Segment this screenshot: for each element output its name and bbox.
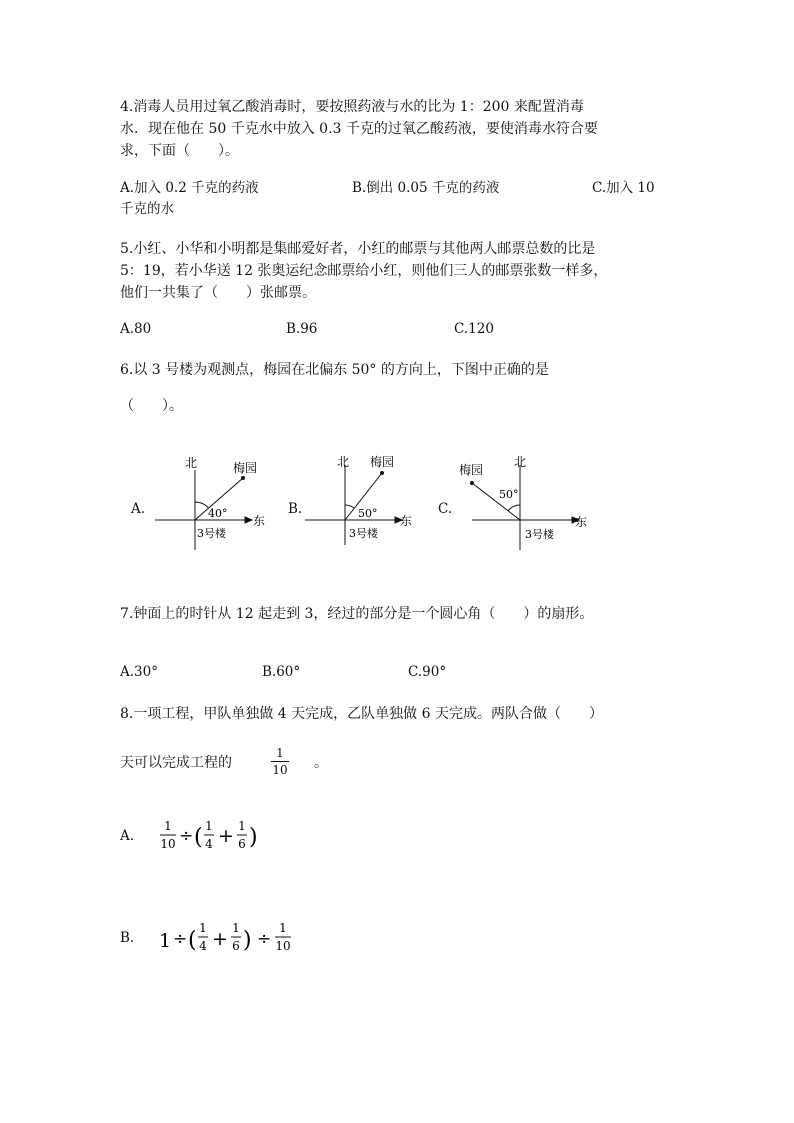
q8-line-2-end: 。	[314, 755, 328, 771]
denominator: 10	[275, 939, 291, 953]
q6-diagram-a	[145, 450, 280, 560]
origin-label: 3号楼	[197, 527, 226, 540]
denominator: 4	[205, 837, 213, 851]
denominator: 4	[199, 939, 207, 953]
q7-option-a: A.30°	[120, 664, 158, 680]
origin-label: 3号楼	[525, 528, 554, 541]
q4-option-b: B.倒出 0.05 千克的药液	[352, 180, 500, 196]
q5-option-c: C.120	[454, 321, 494, 337]
target-label: 梅园	[459, 463, 484, 477]
numerator: 1	[238, 819, 246, 833]
q6-diagram-a-label: A.	[131, 501, 146, 517]
target-label: 梅园	[370, 455, 395, 469]
q7-option-b: B.60°	[262, 664, 301, 680]
q7-option-c: C.90°	[408, 664, 447, 680]
q6-line-2: （ ）。	[120, 398, 183, 414]
angle-arc	[195, 502, 209, 508]
q8-line-2-text: 天可以完成工程的	[120, 755, 232, 771]
q6-diagram-b	[300, 450, 425, 560]
q6-diagram-b-label: B.	[288, 501, 303, 517]
numerator: 1	[232, 921, 240, 935]
q6-diagram-c-label: C.	[438, 501, 453, 517]
left-paren: (	[188, 928, 197, 953]
plus-sign: +	[218, 825, 234, 847]
q4-line-2: 水．现在他在 50 千克水中放入 0.3 千克的过氧乙酸药液，要使消毒水符合要	[120, 121, 598, 137]
q6-line-1: 6.以 3 号楼为观测点，梅园在北偏东 50° 的方向上，下图中正确的是	[120, 362, 549, 378]
q4-option-a: A.加入 0.2 千克的药液	[120, 180, 259, 196]
q7-line-1: 7.钟面上的时针从 12 起走到 3，经过的部分是一个圆心角（ ）的扇形。	[120, 606, 594, 622]
numerator: 1	[279, 921, 287, 935]
north-label: 北	[337, 455, 350, 469]
east-label: 东	[253, 514, 266, 528]
q8-fraction-one-tenth	[271, 746, 289, 777]
angle-arc	[508, 505, 520, 511]
denominator: 10	[272, 763, 288, 777]
q8-line-1: 8.一项工程，甲队单独做 4 天完成，乙队单独做 6 天完成。两队合做（ ）	[120, 706, 603, 722]
q4-line-3: 求，下面（ ）。	[120, 143, 239, 159]
fraction-bar	[271, 761, 289, 762]
q8-option-a-label: A.	[120, 828, 135, 844]
numerator: 1	[205, 819, 213, 833]
denominator: 6	[232, 939, 240, 953]
north-label: 北	[514, 455, 527, 469]
numerator: 1	[199, 921, 207, 935]
east-arrow-icon	[245, 517, 252, 523]
divide-sign: ÷	[179, 826, 194, 846]
q5-option-b: B.96	[286, 321, 318, 337]
east-label: 东	[575, 515, 588, 529]
divide-sign: ÷	[257, 929, 272, 949]
denominator: 6	[238, 837, 246, 851]
numerator: 1	[276, 746, 284, 760]
north-label: 北	[185, 456, 198, 470]
origin-label: 3号楼	[349, 527, 378, 540]
q8-option-b-label: B.	[120, 930, 135, 946]
q5-line-1: 5.小红、小华和小明都是集邮爱好者，小红的邮票与其他两人邮票总数的比是	[120, 241, 596, 257]
q5-line-2: 5：19，若小华送 12 张奥运纪念邮票给小红，则他们三人的邮票张数一样多，	[120, 263, 608, 279]
target-point	[241, 476, 245, 480]
numerator: 1	[164, 819, 172, 833]
angle-label: 50°	[358, 507, 378, 520]
q4-line-1: 4.消毒人员用过氧乙酸消毒时，要按照药液与水的比为 1：200 来配置消毒	[120, 99, 584, 115]
q6-diagram-c	[452, 450, 592, 560]
q8-option-a-expression	[155, 815, 270, 857]
angle-label: 40°	[208, 507, 228, 520]
q5-option-a: A.80	[120, 321, 152, 337]
target-point	[470, 481, 474, 485]
target-label: 梅园	[233, 461, 258, 475]
angle-label: 50°	[499, 488, 519, 501]
target-point	[380, 471, 384, 475]
left-paren: (	[194, 825, 203, 850]
q5-line-3: 他们一共集了（ ）张邮票。	[120, 285, 316, 301]
angle-arc	[345, 505, 354, 508]
right-paren: )	[243, 928, 252, 953]
right-paren: )	[249, 825, 258, 850]
one: 1	[159, 930, 172, 952]
plus-sign: +	[212, 928, 228, 950]
q4-option-c-cont: 千克的水	[120, 201, 174, 217]
divide-sign: ÷	[173, 929, 188, 949]
east-label: 东	[400, 514, 413, 528]
q4-option-c: C.加入 10	[592, 180, 655, 196]
q8-option-b-expression	[155, 917, 305, 959]
denominator: 10	[160, 837, 176, 851]
